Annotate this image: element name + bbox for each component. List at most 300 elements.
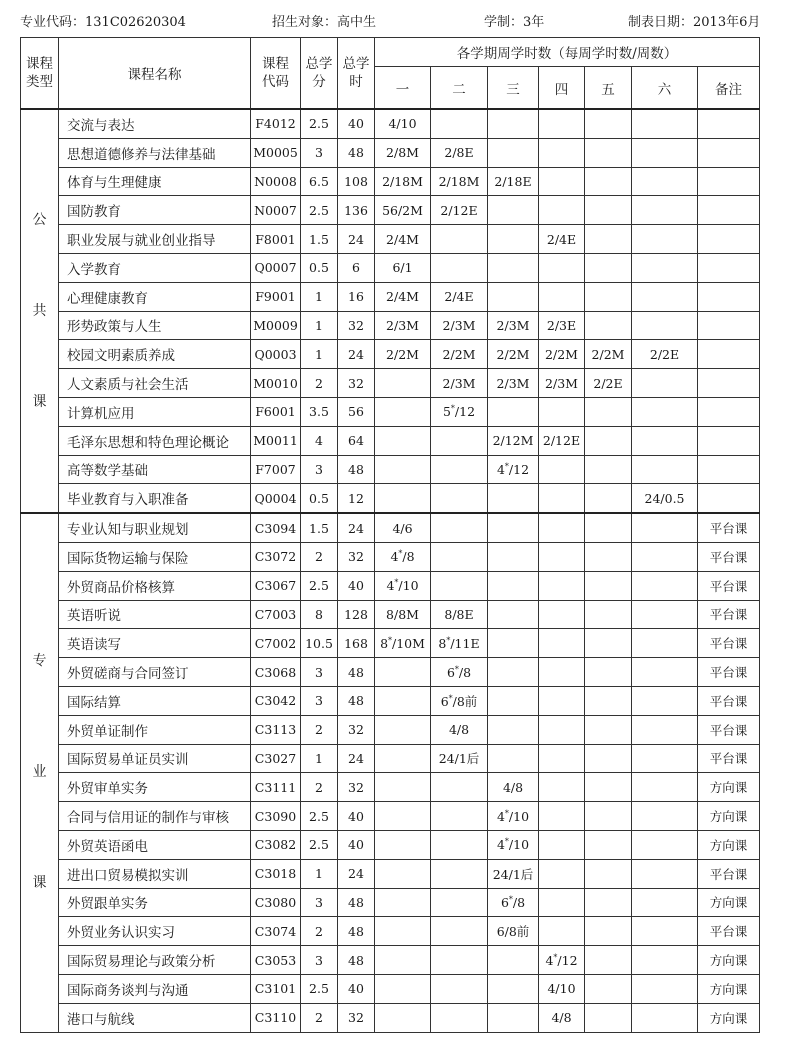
- course-category-char: 共: [32, 302, 47, 319]
- semester-1-hours: 2/2M: [375, 340, 431, 369]
- semester-4-hours: [539, 629, 585, 658]
- semester-2-hours: 2/4E: [431, 282, 488, 311]
- header-semester-3: 三: [488, 67, 539, 110]
- course-remark: 平台课: [698, 715, 760, 744]
- course-credits: 8: [301, 600, 338, 629]
- semester-3-hours: [488, 686, 539, 715]
- semester-4-hours: [539, 715, 585, 744]
- header-remark: 备注: [698, 67, 760, 110]
- semester-6-hours: [632, 571, 698, 600]
- course-hours: 32: [338, 542, 375, 571]
- semester-6-hours: [632, 802, 698, 831]
- course-hours: 12: [338, 484, 375, 513]
- course-name: 国际货物运输与保险: [59, 542, 251, 571]
- course-hours: 128: [338, 600, 375, 629]
- semester-6-hours: [632, 686, 698, 715]
- semester-3-hours: 4*/10: [488, 802, 539, 831]
- course-credits: 4: [301, 426, 338, 455]
- course-code: C3018: [251, 859, 301, 888]
- semester-4-hours: [539, 542, 585, 571]
- course-hours: 32: [338, 715, 375, 744]
- semester-3-hours: [488, 571, 539, 600]
- header-course-name: 课程名称: [59, 38, 251, 110]
- header-course-type: [21, 38, 59, 110]
- semester-5-hours: [585, 571, 632, 600]
- course-credits: 3: [301, 946, 338, 975]
- course-hours: 108: [338, 167, 375, 196]
- semester-3-hours: [488, 744, 539, 773]
- semester-6-hours: [632, 225, 698, 254]
- semester-3-hours: [488, 138, 539, 167]
- semester-4-hours: 2/2M: [539, 340, 585, 369]
- semester-3-hours: 4*/12: [488, 455, 539, 484]
- course-code: C3053: [251, 946, 301, 975]
- course-name: 专业认知与职业规划: [59, 513, 251, 542]
- semester-5-hours: [585, 138, 632, 167]
- table-row: [21, 946, 760, 975]
- course-hours: 16: [338, 282, 375, 311]
- course-credits: 3: [301, 138, 338, 167]
- course-code: C3101: [251, 974, 301, 1003]
- semester-5-hours: [585, 658, 632, 687]
- semester-3-hours: [488, 513, 539, 542]
- semester-2-hours: 6*/8前: [431, 686, 488, 715]
- header-semester-5: 五: [585, 67, 632, 110]
- table-row: [21, 600, 760, 629]
- semester-2-hours: 2/8E: [431, 138, 488, 167]
- semester-5-hours: [585, 744, 632, 773]
- course-name: 交流与表达: [59, 109, 251, 138]
- semester-6-hours: [632, 282, 698, 311]
- course-code: N0007: [251, 196, 301, 225]
- table-row: [21, 282, 760, 311]
- course-remark: 平台课: [698, 571, 760, 600]
- table-row: [21, 658, 760, 687]
- semester-6-hours: [632, 109, 698, 138]
- semester-6-hours: [632, 426, 698, 455]
- semester-2-hours: [431, 253, 488, 282]
- semester-3-hours: 2/12M: [488, 426, 539, 455]
- semester-4-hours: 2/12E: [539, 426, 585, 455]
- course-remark: [698, 397, 760, 426]
- course-category-char: 课: [32, 875, 47, 892]
- course-code: C3094: [251, 513, 301, 542]
- table-row: [21, 773, 760, 802]
- semester-4-hours: [539, 888, 585, 917]
- course-category-char: 公: [32, 211, 47, 228]
- semester-4-hours: [539, 686, 585, 715]
- semester-5-hours: [585, 686, 632, 715]
- table-row: [21, 715, 760, 744]
- course-name: 国际商务谈判与沟通: [59, 974, 251, 1003]
- semester-3-hours: [488, 1003, 539, 1032]
- course-credits: 2: [301, 773, 338, 802]
- semester-1-hours: [375, 686, 431, 715]
- header-total-hours: [338, 38, 375, 110]
- semester-2-hours: [431, 802, 488, 831]
- semester-6-hours: [632, 513, 698, 542]
- semester-2-hours: [431, 513, 488, 542]
- curriculum-body: [21, 109, 760, 1032]
- semester-2-hours: 8/8E: [431, 600, 488, 629]
- header-total-credits: [301, 38, 338, 110]
- table-row: [21, 311, 760, 340]
- semester-5-hours: [585, 859, 632, 888]
- semester-4-hours: [539, 658, 585, 687]
- semester-1-hours: 2/8M: [375, 138, 431, 167]
- semester-4-hours: [539, 513, 585, 542]
- course-category-char: 课: [32, 393, 47, 410]
- course-remark: [698, 138, 760, 167]
- semester-2-hours: [431, 484, 488, 513]
- course-code: C3080: [251, 888, 301, 917]
- semester-2-hours: 4/8: [431, 715, 488, 744]
- course-code: Q0004: [251, 484, 301, 513]
- course-name: 体育与生理健康: [59, 167, 251, 196]
- semester-2-hours: [431, 225, 488, 254]
- semester-1-hours: [375, 1003, 431, 1032]
- table-row: [21, 917, 760, 946]
- course-code: C7002: [251, 629, 301, 658]
- semester-5-hours: [585, 715, 632, 744]
- semester-1-hours: 4*/10: [375, 571, 431, 600]
- semester-5-hours: [585, 253, 632, 282]
- course-hours: 40: [338, 830, 375, 859]
- course-name: 外贸审单实务: [59, 773, 251, 802]
- course-credits: 3.5: [301, 397, 338, 426]
- course-remark: 平台课: [698, 744, 760, 773]
- semester-4-hours: [539, 455, 585, 484]
- semester-5-hours: [585, 397, 632, 426]
- course-category: [21, 513, 59, 1032]
- semester-1-hours: [375, 917, 431, 946]
- table-row: [21, 225, 760, 254]
- course-credits: 0.5: [301, 484, 338, 513]
- semester-4-hours: [539, 167, 585, 196]
- header-semester-1: 一: [375, 67, 431, 110]
- semester-6-hours: [632, 167, 698, 196]
- semester-4-hours: [539, 830, 585, 859]
- course-credits: 1: [301, 282, 338, 311]
- course-hours: 168: [338, 629, 375, 658]
- course-code: F6001: [251, 397, 301, 426]
- course-name: 外贸跟单实务: [59, 888, 251, 917]
- semester-1-hours: 2/4M: [375, 282, 431, 311]
- semester-5-hours: [585, 1003, 632, 1032]
- semester-4-hours: 4/8: [539, 1003, 585, 1032]
- semester-3-hours: [488, 282, 539, 311]
- course-hours: 48: [338, 888, 375, 917]
- semester-3-hours: [488, 196, 539, 225]
- table-row: [21, 974, 760, 1003]
- course-hours: 24: [338, 859, 375, 888]
- semester-4-hours: 2/3E: [539, 311, 585, 340]
- semester-3-hours: 6/8前: [488, 917, 539, 946]
- semester-6-hours: [632, 311, 698, 340]
- course-code: F7007: [251, 455, 301, 484]
- program-duration: 学制：3年: [484, 15, 545, 30]
- course-remark: 平台课: [698, 629, 760, 658]
- semester-4-hours: [539, 253, 585, 282]
- course-credits: 2.5: [301, 974, 338, 1003]
- course-code: C3110: [251, 1003, 301, 1032]
- semester-1-hours: 4/10: [375, 109, 431, 138]
- semester-2-hours: 24/1后: [431, 744, 488, 773]
- enrollment-target: 招生对象：高中生: [272, 15, 377, 30]
- course-credits: 6.5: [301, 167, 338, 196]
- semester-4-hours: [539, 600, 585, 629]
- semester-5-hours: [585, 888, 632, 917]
- course-category: [21, 109, 59, 513]
- semester-5-hours: [585, 109, 632, 138]
- semester-1-hours: [375, 744, 431, 773]
- course-hours: 40: [338, 974, 375, 1003]
- course-name: 职业发展与就业创业指导: [59, 225, 251, 254]
- semester-4-hours: 4/10: [539, 974, 585, 1003]
- semester-1-hours: [375, 830, 431, 859]
- course-remark: [698, 109, 760, 138]
- table-row: [21, 340, 760, 369]
- table-row: [21, 397, 760, 426]
- course-credits: 2: [301, 369, 338, 398]
- table-row: [21, 513, 760, 542]
- semester-5-hours: [585, 974, 632, 1003]
- course-name: 国际贸易理论与政策分析: [59, 946, 251, 975]
- semester-6-hours: [632, 917, 698, 946]
- table-row: [21, 888, 760, 917]
- course-hours: 40: [338, 571, 375, 600]
- course-hours: 48: [338, 455, 375, 484]
- course-code: C3113: [251, 715, 301, 744]
- semester-3-hours: [488, 225, 539, 254]
- course-code: C3072: [251, 542, 301, 571]
- semester-1-hours: [375, 859, 431, 888]
- table-row: [21, 802, 760, 831]
- course-hours: 24: [338, 340, 375, 369]
- semester-4-hours: [539, 282, 585, 311]
- semester-5-hours: [585, 225, 632, 254]
- course-credits: 2.5: [301, 802, 338, 831]
- course-credits: 1: [301, 340, 338, 369]
- table-row: [21, 571, 760, 600]
- course-code: M0009: [251, 311, 301, 340]
- table-row: [21, 1003, 760, 1032]
- course-hours: 48: [338, 658, 375, 687]
- header-course-code-text: 课程代码: [262, 55, 289, 90]
- course-code: Q0003: [251, 340, 301, 369]
- course-remark: 平台课: [698, 917, 760, 946]
- semester-5-hours: [585, 311, 632, 340]
- semester-1-hours: 2/18M: [375, 167, 431, 196]
- semester-6-hours: [632, 744, 698, 773]
- course-name: 人文素质与社会生活: [59, 369, 251, 398]
- semester-2-hours: 2/18M: [431, 167, 488, 196]
- header-semester-4: 四: [539, 67, 585, 110]
- course-code: C3042: [251, 686, 301, 715]
- semester-4-hours: 2/4E: [539, 225, 585, 254]
- course-name: 高等数学基础: [59, 455, 251, 484]
- course-hours: 32: [338, 369, 375, 398]
- semester-1-hours: [375, 397, 431, 426]
- course-remark: 方向课: [698, 1003, 760, 1032]
- course-remark: 平台课: [698, 658, 760, 687]
- course-name: 进出口贸易模拟实训: [59, 859, 251, 888]
- semester-6-hours: [632, 629, 698, 658]
- semester-1-hours: [375, 658, 431, 687]
- semester-5-hours: 2/2M: [585, 340, 632, 369]
- semester-2-hours: 5*/12: [431, 397, 488, 426]
- semester-3-hours: 2/3M: [488, 369, 539, 398]
- course-code: C3074: [251, 917, 301, 946]
- semester-6-hours: [632, 253, 698, 282]
- header-semester-6: 六: [632, 67, 698, 110]
- course-hours: 24: [338, 225, 375, 254]
- semester-4-hours: [539, 484, 585, 513]
- course-code: C3067: [251, 571, 301, 600]
- course-remark: [698, 311, 760, 340]
- semester-3-hours: [488, 397, 539, 426]
- course-remark: 方向课: [698, 830, 760, 859]
- table-row: [21, 859, 760, 888]
- semester-6-hours: [632, 830, 698, 859]
- semester-1-hours: [375, 715, 431, 744]
- semester-1-hours: [375, 426, 431, 455]
- course-code: Q0007: [251, 253, 301, 282]
- course-name: 外贸业务认识实习: [59, 917, 251, 946]
- semester-6-hours: [632, 773, 698, 802]
- semester-5-hours: [585, 426, 632, 455]
- semester-5-hours: [585, 455, 632, 484]
- semester-2-hours: 6*/8: [431, 658, 488, 687]
- semester-6-hours: [632, 888, 698, 917]
- semester-6-hours: [632, 455, 698, 484]
- table-row: [21, 830, 760, 859]
- semester-5-hours: [585, 802, 632, 831]
- semester-2-hours: [431, 109, 488, 138]
- semester-2-hours: [431, 571, 488, 600]
- semester-3-hours: [488, 974, 539, 1003]
- semester-3-hours: 2/3M: [488, 311, 539, 340]
- course-hours: 40: [338, 802, 375, 831]
- course-hours: 24: [338, 744, 375, 773]
- course-credits: 3: [301, 888, 338, 917]
- semester-3-hours: [488, 484, 539, 513]
- semester-3-hours: 4*/10: [488, 830, 539, 859]
- semester-6-hours: [632, 196, 698, 225]
- semester-6-hours: [632, 859, 698, 888]
- semester-3-hours: 2/2M: [488, 340, 539, 369]
- semester-1-hours: 2/3M: [375, 311, 431, 340]
- course-remark: 平台课: [698, 542, 760, 571]
- course-credits: 2: [301, 917, 338, 946]
- semester-4-hours: [539, 802, 585, 831]
- course-hours: 32: [338, 1003, 375, 1032]
- semester-3-hours: [488, 629, 539, 658]
- course-code: C7003: [251, 600, 301, 629]
- semester-1-hours: [375, 974, 431, 1003]
- semester-2-hours: [431, 917, 488, 946]
- semester-2-hours: 8*/11E: [431, 629, 488, 658]
- semester-3-hours: 24/1后: [488, 859, 539, 888]
- course-code: C3068: [251, 658, 301, 687]
- semester-3-hours: [488, 109, 539, 138]
- course-credits: 1: [301, 311, 338, 340]
- course-remark: [698, 484, 760, 513]
- course-name: 英语读写: [59, 629, 251, 658]
- course-remark: 方向课: [698, 946, 760, 975]
- course-hours: 24: [338, 513, 375, 542]
- semester-2-hours: [431, 830, 488, 859]
- course-remark: 平台课: [698, 859, 760, 888]
- table-row: [21, 253, 760, 282]
- table-row: [21, 426, 760, 455]
- course-credits: 2.5: [301, 571, 338, 600]
- course-hours: 136: [338, 196, 375, 225]
- course-remark: 方向课: [698, 802, 760, 831]
- semester-5-hours: [585, 167, 632, 196]
- semester-1-hours: 8*/10M: [375, 629, 431, 658]
- semester-4-hours: [539, 138, 585, 167]
- course-remark: [698, 253, 760, 282]
- course-credits: 0.5: [301, 253, 338, 282]
- semester-1-hours: 4/6: [375, 513, 431, 542]
- semester-4-hours: [539, 397, 585, 426]
- table-row: [21, 484, 760, 513]
- semester-3-hours: [488, 542, 539, 571]
- semester-1-hours: [375, 484, 431, 513]
- course-hours: 32: [338, 311, 375, 340]
- course-name: 国际结算: [59, 686, 251, 715]
- semester-2-hours: 2/12E: [431, 196, 488, 225]
- course-code: C3111: [251, 773, 301, 802]
- semester-2-hours: [431, 773, 488, 802]
- course-code: M0005: [251, 138, 301, 167]
- semester-6-hours: [632, 946, 698, 975]
- course-name: 国际贸易单证员实训: [59, 744, 251, 773]
- semester-1-hours: [375, 369, 431, 398]
- course-name: 合同与信用证的制作与审核: [59, 802, 251, 831]
- table-row: [21, 455, 760, 484]
- header-semester-2: 二: [431, 67, 488, 110]
- semester-3-hours: 2/18E: [488, 167, 539, 196]
- semester-1-hours: [375, 455, 431, 484]
- table-row: [21, 167, 760, 196]
- course-name: 外贸英语函电: [59, 830, 251, 859]
- semester-1-hours: [375, 888, 431, 917]
- semester-1-hours: [375, 802, 431, 831]
- semester-6-hours: [632, 974, 698, 1003]
- course-name: 港口与航线: [59, 1003, 251, 1032]
- course-hours: 48: [338, 686, 375, 715]
- course-remark: [698, 455, 760, 484]
- course-name: 英语听说: [59, 600, 251, 629]
- course-name: 校园文明素质养成: [59, 340, 251, 369]
- semester-6-hours: 24/0.5: [632, 484, 698, 513]
- course-name: 心理健康教育: [59, 282, 251, 311]
- course-hours: 56: [338, 397, 375, 426]
- semester-6-hours: [632, 658, 698, 687]
- semester-5-hours: [585, 484, 632, 513]
- semester-5-hours: [585, 542, 632, 571]
- course-remark: [698, 426, 760, 455]
- course-credits: 2.5: [301, 830, 338, 859]
- table-row: [21, 109, 760, 138]
- course-code: C3090: [251, 802, 301, 831]
- semester-6-hours: [632, 138, 698, 167]
- semester-3-hours: [488, 658, 539, 687]
- semester-6-hours: [632, 600, 698, 629]
- course-name: 毛泽东思想和特色理论概论: [59, 426, 251, 455]
